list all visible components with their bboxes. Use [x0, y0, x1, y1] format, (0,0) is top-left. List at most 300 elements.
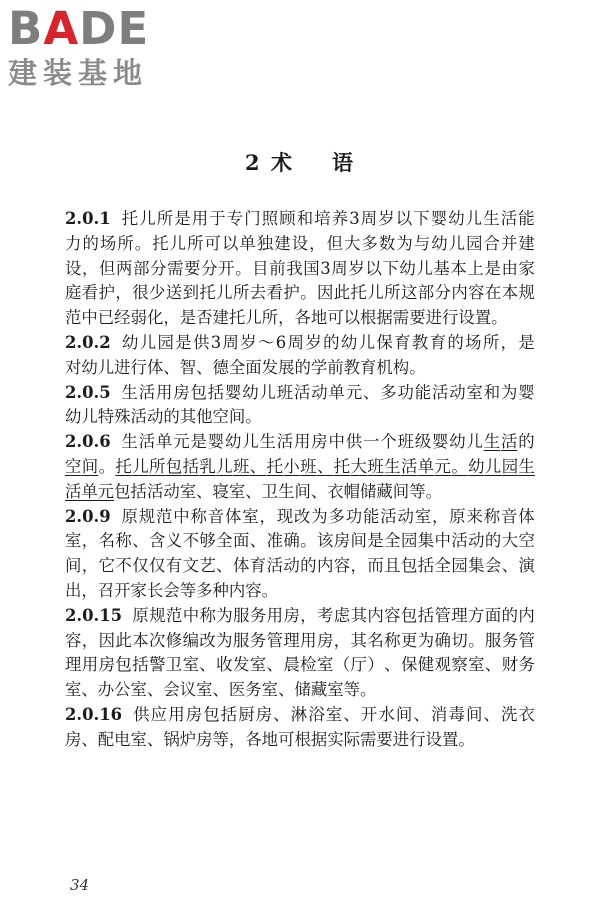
text-char: 幼	[399, 258, 416, 278]
text-char: 动	[283, 556, 300, 576]
text-char: 室	[249, 655, 267, 675]
text-char: 婴	[430, 209, 448, 228]
text-char: 更	[400, 630, 418, 650]
text-char: 以	[221, 233, 239, 253]
text-char: 顾	[279, 209, 296, 228]
text-char: 班	[276, 382, 294, 402]
text-char: 6	[275, 332, 287, 352]
text-char: 两	[116, 258, 133, 278]
text-char: 范	[156, 506, 173, 526]
text-line	[65, 430, 535, 455]
text-char: 房	[173, 382, 190, 402]
text-char: 级	[414, 432, 432, 452]
text-char: 和	[296, 209, 314, 228]
text-char: 是	[484, 258, 501, 278]
section-number: 2.0.2	[65, 332, 111, 352]
text-char: 班	[397, 432, 414, 452]
text-char: 去	[249, 283, 267, 303]
text-char: 现	[276, 506, 294, 526]
text-char: 因	[98, 630, 115, 650]
text-char: 名	[98, 531, 115, 551]
text-char: 合	[483, 233, 500, 253]
text-line	[65, 356, 535, 381]
text-char: 托	[121, 209, 139, 228]
text-char: ，	[259, 506, 276, 526]
text-char: 确	[283, 531, 300, 551]
text-char: 、	[249, 531, 267, 551]
underlined-char: 小	[283, 456, 300, 476]
text-char: 范	[165, 605, 183, 625]
text-char: 管	[518, 630, 535, 650]
section-number: 2.0.9	[65, 506, 111, 526]
text-char: 室	[65, 531, 82, 551]
text-char: 个	[380, 432, 397, 452]
text-char: 活	[266, 556, 283, 576]
text-char: 理	[451, 605, 468, 625]
text-char: 原	[121, 506, 138, 526]
text-char: 的	[518, 432, 535, 452]
text-line	[65, 554, 535, 579]
text-char: 并	[500, 233, 518, 253]
text-char: 3	[320, 258, 331, 278]
text-char: 下	[413, 209, 430, 228]
text-char: 幼	[431, 233, 448, 253]
text-char: ，	[300, 605, 317, 625]
text-char: 称	[115, 531, 132, 551]
text-char: 观	[434, 655, 451, 675]
text-line	[65, 529, 535, 554]
text-line	[65, 703, 535, 728]
text-char: 包	[400, 556, 418, 576]
text-char: 、	[484, 655, 502, 675]
text-char: 保	[376, 332, 393, 352]
text-char: 文	[182, 556, 199, 576]
logo-letter: B	[8, 2, 44, 55]
text-char: 规	[138, 506, 156, 526]
text-char: 儿	[416, 258, 433, 278]
underlined-char: 托	[115, 456, 132, 476]
text-char: 、	[199, 655, 216, 675]
text-char: 基	[433, 258, 450, 278]
text-char: 婴	[225, 382, 242, 402]
text-char: 用	[81, 655, 99, 675]
text-char: 全	[384, 531, 401, 551]
text-char: 室	[182, 655, 199, 675]
text-char: 能	[414, 382, 432, 402]
text-char: 集	[417, 531, 435, 551]
text-char: 不	[182, 531, 199, 551]
text-char: 括	[220, 704, 238, 724]
underlined-char: 单	[417, 456, 435, 476]
text-char: 3	[349, 209, 360, 228]
text-char: 婴	[207, 432, 225, 452]
underlined-char: 间	[81, 456, 99, 476]
text-char: 活	[432, 382, 449, 402]
text-char: 是	[175, 332, 192, 352]
text-char: 儿	[139, 209, 156, 228]
text-char: 需	[167, 258, 184, 278]
section-number: 2.0.16	[65, 704, 123, 724]
text-char: 幼	[340, 332, 358, 352]
text-char: 规	[149, 605, 166, 625]
text-char: 修	[165, 630, 183, 650]
text-char: 大	[501, 531, 519, 551]
text-char: ，	[115, 283, 132, 303]
text-char: 幼	[122, 332, 139, 352]
text-char: 开	[218, 258, 235, 278]
text-char: 房	[333, 531, 351, 551]
text-char: 为	[216, 630, 233, 650]
text-char: 考	[317, 605, 334, 625]
chapter-title	[0, 147, 600, 177]
text-char: 护	[98, 283, 115, 303]
text-char: 岁	[348, 258, 365, 278]
text-line	[65, 232, 535, 257]
text-char: 是	[190, 432, 207, 452]
text-char: 功	[397, 382, 414, 402]
text-char: 容	[384, 605, 401, 625]
text-char: 。	[300, 283, 317, 303]
underlined-char: 空	[65, 456, 82, 476]
text-line	[65, 629, 535, 654]
text-line	[65, 281, 535, 306]
text-char: 淋	[290, 704, 308, 724]
logo-letter: D	[79, 2, 118, 55]
underlined-char: 班	[367, 456, 384, 476]
text-char: 为	[216, 605, 233, 625]
text-char: 供	[345, 432, 363, 452]
text-segment: 幼儿特殊活动的其他空间。	[65, 407, 262, 427]
text-char: 要	[184, 258, 201, 278]
text-char: 务	[249, 605, 267, 625]
text-char: 方	[468, 605, 485, 625]
text-char: 为	[501, 382, 518, 402]
text-char: 室	[466, 382, 483, 402]
text-char: 面	[232, 531, 250, 551]
text-char: 编	[182, 630, 199, 650]
text-char: 多	[328, 506, 345, 526]
text-char: 括	[417, 556, 435, 576]
text-char: 它	[98, 556, 115, 576]
text-char: 虑	[333, 605, 351, 625]
text-char: 部	[133, 258, 150, 278]
text-char: 的	[484, 531, 502, 551]
text-char: 卫	[165, 655, 183, 675]
text-char: 发	[232, 655, 250, 675]
text-char: 所	[187, 233, 204, 253]
text-char: 用	[266, 605, 284, 625]
text-segment: 对幼儿进行体、智、德全面发展的学前教育机构。	[65, 357, 426, 377]
text-char: 、	[216, 556, 233, 576]
underlined-char: 园	[501, 456, 519, 476]
text-char: 厅	[350, 655, 367, 675]
text-char: 用	[191, 209, 209, 228]
text-char: 和	[483, 382, 501, 402]
text-char: 培	[314, 209, 331, 228]
text-char: 儿	[466, 432, 483, 452]
text-char: 仅	[148, 556, 166, 576]
text-char: 因	[316, 283, 334, 303]
text-char: 托	[199, 283, 216, 303]
text-char: 其	[350, 605, 367, 625]
text-char: 察	[451, 655, 468, 675]
text-char: 房	[185, 704, 203, 724]
text-char: 房	[283, 605, 300, 625]
text-char: 幼	[448, 209, 465, 228]
text-char: 义	[165, 531, 183, 551]
text-char: 儿	[216, 283, 233, 303]
text-char: 少	[148, 283, 166, 303]
text-char: ，	[81, 531, 99, 551]
text-char: 婴	[432, 432, 449, 452]
text-char: 音	[501, 506, 518, 526]
text-char: 儿	[465, 209, 483, 228]
text-char: 的	[447, 332, 464, 352]
logo-letter: A	[43, 2, 80, 55]
text-char: 动	[397, 506, 414, 526]
text-segment: 范中已经弱化，是否建托儿所，各地可以根据需要进行设置。	[65, 308, 508, 328]
text-char: （	[333, 655, 351, 675]
text-char: 收	[216, 655, 233, 675]
text-char: 托	[350, 283, 367, 303]
underlined-char: 生	[384, 456, 401, 476]
text-char: 间	[350, 531, 367, 551]
text-char: 财	[501, 655, 519, 675]
text-line	[65, 257, 535, 282]
text-char: ，	[500, 332, 517, 352]
text-char: 名	[367, 630, 384, 650]
text-char: 空	[518, 531, 535, 551]
text-char: 力	[65, 233, 82, 253]
text-char: 生	[483, 209, 500, 228]
text-char: 称	[199, 605, 216, 625]
text-char: 多	[361, 233, 378, 253]
text-char: 儿	[139, 332, 157, 352]
underlined-char: 班	[232, 456, 250, 476]
text-char: 用	[300, 630, 317, 650]
text-char: 活	[294, 382, 311, 402]
text-char: 体	[225, 506, 242, 526]
text-char: 的	[82, 233, 99, 253]
text-char: 演	[518, 556, 535, 576]
text-char: 管	[266, 630, 283, 650]
text-char: 园	[157, 332, 174, 352]
text-char: 包	[190, 382, 207, 402]
text-char: 单	[239, 233, 256, 253]
text-char: 看	[81, 283, 99, 303]
body-text	[65, 207, 535, 753]
underlined-char: 托	[333, 456, 351, 476]
text-char: 国	[303, 258, 320, 278]
text-char: 够	[199, 531, 216, 551]
text-char: 前	[269, 258, 286, 278]
text-char: 这	[400, 283, 418, 303]
text-char: 活	[451, 531, 468, 551]
text-char: 称	[384, 630, 401, 650]
text-char: 水	[378, 704, 395, 724]
text-line	[65, 579, 535, 604]
text-char: 教	[411, 332, 429, 352]
text-line	[65, 728, 535, 753]
text-line	[65, 405, 535, 430]
text-char: 确	[434, 630, 451, 650]
text-char: 。	[134, 233, 152, 253]
text-char: 能	[518, 209, 535, 228]
text-char: 容	[65, 630, 82, 650]
text-char: 在	[484, 283, 502, 303]
text-line	[65, 505, 535, 530]
text-char: ）	[367, 655, 384, 675]
text-segment: 房、配电室、锅炉房等，各地可根据实际需要进行设置。	[65, 729, 475, 749]
text-char: 供	[133, 704, 150, 724]
text-char: 含	[148, 531, 166, 551]
text-char: 、	[413, 704, 430, 724]
text-char: 次	[148, 630, 166, 650]
text-char: 此	[333, 283, 351, 303]
text-char: 分	[150, 258, 167, 278]
text-char: 看	[266, 283, 283, 303]
text-segment: 出，召开家长会等多种内容。	[65, 580, 279, 600]
underlined-char: 儿	[216, 456, 233, 476]
text-char: 到	[182, 283, 199, 303]
text-char: 岁	[378, 209, 395, 228]
text-char: 容	[333, 556, 351, 576]
text-char: 间	[465, 704, 483, 724]
chapter-number: 2	[245, 150, 262, 175]
text-char: 务	[501, 630, 519, 650]
text-char: 、	[501, 556, 519, 576]
text-char: 房	[316, 630, 334, 650]
text-char: ，	[309, 233, 326, 253]
text-char: 室	[468, 655, 485, 675]
text-char: 内	[316, 556, 334, 576]
section-number: 2.0.5	[65, 382, 111, 402]
text-char: 本	[132, 630, 149, 650]
text-char: 消	[430, 704, 448, 724]
text-char: 是	[518, 332, 535, 352]
text-char: 的	[323, 332, 340, 352]
text-char: 分	[201, 258, 218, 278]
text-line	[65, 455, 535, 480]
text-char: 活	[138, 382, 156, 402]
underlined-char: 儿	[132, 456, 149, 476]
text-char: 儿	[448, 233, 466, 253]
text-char: ，	[81, 630, 99, 650]
text-char: 应	[150, 704, 168, 724]
underlined-char: 生	[483, 432, 501, 452]
text-char: 活	[138, 432, 156, 452]
underlined-char: 乳	[199, 456, 216, 476]
text-char: 以	[395, 209, 413, 228]
text-char: 托	[152, 233, 169, 253]
text-char: 由	[501, 258, 518, 278]
section-number: 2.0.6	[65, 432, 111, 452]
underlined-text: 活单元	[65, 481, 115, 501]
text-char: 动	[449, 382, 466, 402]
text-char: 中	[173, 506, 190, 526]
text-char: 园	[451, 556, 468, 576]
text-char: 但	[326, 233, 343, 253]
text-char: 体	[518, 506, 535, 526]
text-char: 为	[417, 630, 435, 650]
text-char: 服	[232, 630, 250, 650]
text-char: ，	[81, 556, 99, 576]
text-char: 、	[384, 655, 401, 675]
text-char: 照	[261, 209, 279, 228]
text-char: 但	[99, 258, 116, 278]
text-char: 开	[360, 704, 378, 724]
text-char: 活	[276, 432, 294, 452]
text-char: 的	[300, 556, 317, 576]
text-char: 管	[434, 605, 451, 625]
logo-letter: E	[117, 2, 150, 55]
text-char: 育	[394, 332, 411, 352]
underlined-char: 托	[266, 456, 283, 476]
text-char: 此	[115, 630, 132, 650]
text-char: ～	[258, 332, 275, 352]
text-char: 衣	[518, 704, 535, 724]
text-char: 原	[449, 506, 466, 526]
text-char: 室	[414, 506, 432, 526]
text-char: 容	[468, 283, 485, 303]
text-char: 包	[400, 605, 418, 625]
text-char: 室	[325, 704, 343, 724]
text-char: 下	[382, 258, 399, 278]
text-char: 育	[429, 332, 446, 352]
text-line	[65, 678, 535, 703]
text-char: 中	[182, 605, 200, 625]
underlined-char: 、	[316, 456, 334, 476]
text-char: 为	[396, 233, 413, 253]
text-char: 3	[210, 332, 222, 352]
text-char: 音	[207, 506, 225, 526]
text-char: 集	[468, 556, 485, 576]
text-char: 而	[367, 556, 384, 576]
text-char: 体	[232, 556, 250, 576]
text-char: 岁	[305, 332, 322, 352]
section-number: 2.0.1	[65, 209, 111, 228]
underlined-char: 儿	[484, 456, 502, 476]
page-number: 34	[70, 876, 90, 894]
underlined-char: 生	[518, 456, 535, 476]
text-char: 服	[484, 630, 502, 650]
text-char: 本	[450, 258, 467, 278]
text-char: 面	[484, 605, 502, 625]
text-char: 多	[380, 382, 397, 402]
text-char: 。	[235, 258, 252, 278]
text-char: 、	[273, 704, 290, 724]
text-char: 警	[148, 655, 166, 675]
text-char: 独	[256, 233, 274, 253]
text-char: 是	[174, 209, 191, 228]
text-char: 改	[199, 630, 216, 650]
text-char: 括	[207, 382, 225, 402]
text-char: 内	[451, 283, 468, 303]
text-char: 不	[115, 556, 132, 576]
text-char: 可	[204, 233, 221, 253]
text-line	[65, 381, 535, 406]
text-char: 来	[466, 506, 483, 526]
text-char: 全	[216, 531, 233, 551]
text-char: 是	[367, 531, 384, 551]
text-char: 单	[328, 382, 345, 402]
text-char: 洗	[500, 704, 518, 724]
text-char: 用	[156, 382, 173, 402]
text-char: 于	[209, 209, 226, 228]
text-char: 幼	[449, 432, 466, 452]
text-char: 儿	[367, 283, 384, 303]
text-char: 改	[294, 506, 311, 526]
